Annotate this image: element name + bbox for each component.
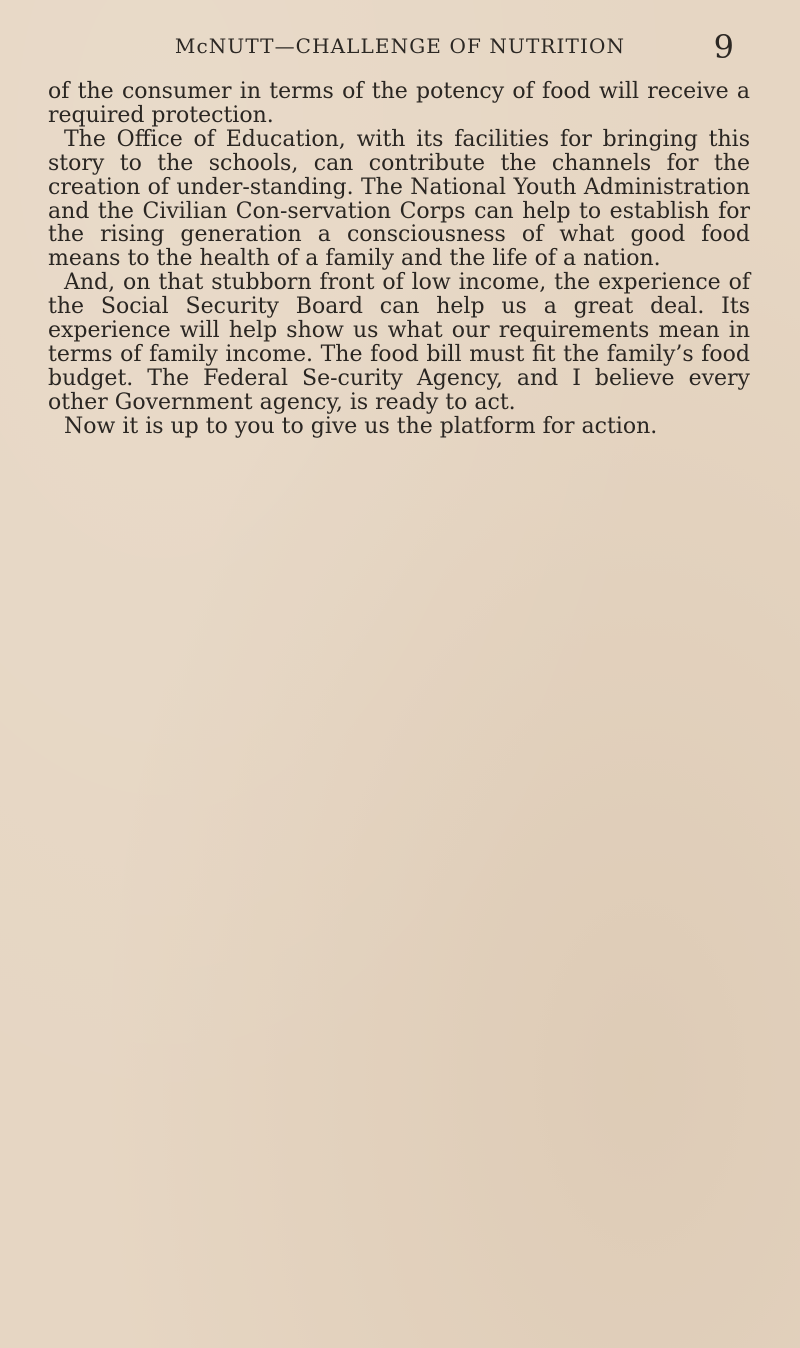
body-text: [48, 80, 750, 439]
paragraph-continued: of the consumer in terms of the potency of food will receive a required protection.: [48, 79, 750, 128]
paragraph-office-of-education: The Office of Education, with its facilities for bringing this story to the schools, can contribute the channels for the creation of under-standing. The National Youth Administration and the Civilian Con-servation Corps can help to establish for the rising generation a consciousness of what good food means to the health of a family and the life of a nation.: [48, 126, 750, 272]
page-number: 9: [713, 28, 734, 66]
paragraph-closing: Now it is up to you to give us the platform for action.: [64, 413, 658, 439]
running-header: [0, 28, 800, 68]
running-title: McNUTT—CHALLENGE OF NUTRITION: [174, 34, 626, 58]
paragraph-low-income: And, on that stubborn front of low income, the experience of the Social Security Board can help us a great deal. Its experience will help show us what our requirements mean in terms of family income. The food bill must fit the family’s food budget. The Federal Se-curity Agency, and I believe every other Government agency, is ready to act.: [48, 270, 750, 415]
